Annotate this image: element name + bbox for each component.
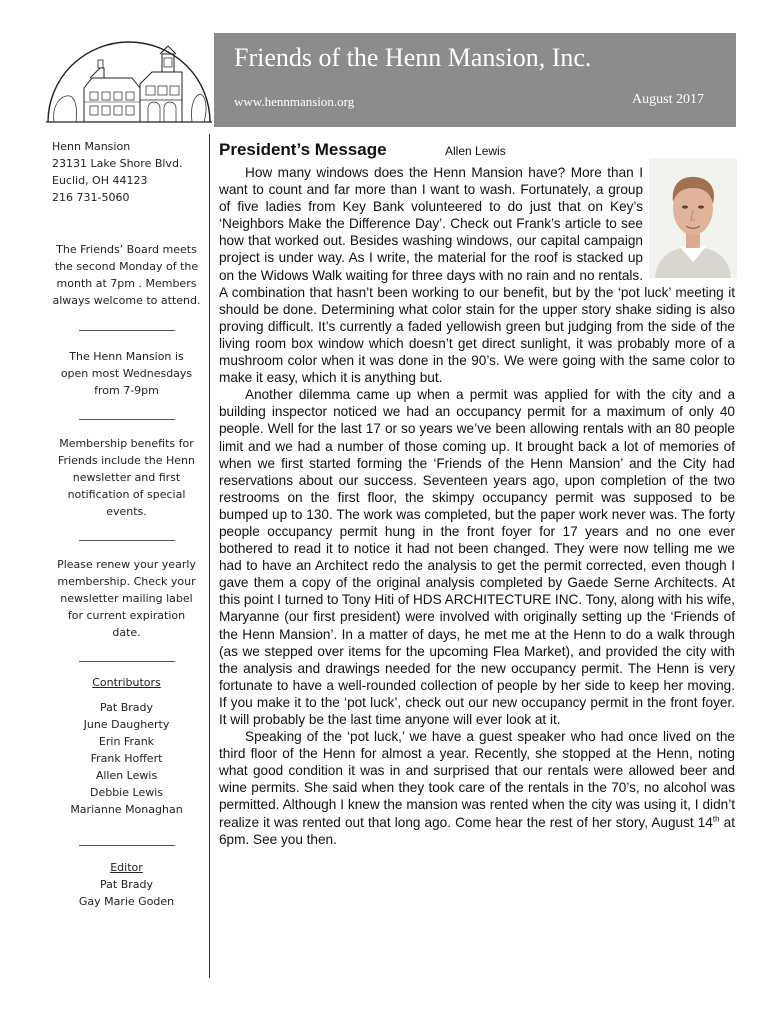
contributor-name: Erin Frank — [98, 735, 155, 748]
mansion-address — [44, 138, 209, 206]
paragraph-text: at 6pm. See you then. — [219, 814, 735, 847]
henn-mansion-logo-icon — [44, 38, 214, 126]
masthead — [214, 33, 736, 127]
address-line: 23131 Lake Shore Blvd. — [52, 157, 183, 170]
contributors-heading: Contributors — [92, 676, 161, 689]
note-line: date. — [112, 626, 141, 639]
editor-name: Pat Brady — [100, 878, 153, 891]
article-title: President’s Message — [219, 140, 387, 159]
note-line: for current expiration — [67, 609, 186, 622]
sidebar-divider — [79, 330, 175, 331]
note-line: newsletter and first — [72, 471, 181, 484]
article-paragraph: How many windows does the Henn Mansion have? More than I want to count and far more than I want to wash. Fortunately, a group of five ladies from Key Bank volunteered to do just that on Key’s ‘Neighbors Make the Difference Day’. Check out Frank’s article to see how that worked out. Besides washing windows, our capital campaign project is under way. As I write, the material for the roof is stacked up on the Widows Walk waiting for three days with no rain and no rentals. A combination that hasn’t been working to our benefit, but by the ‘pot luck’ meeting it should be done. Determining what color stain for the upper story shake siding is also proving difficult. It’s currently a faded yellowish green but judging from the side of the living room box window which doesn’t get direct sunlight, it was probably more of a mushroom color when it was done in the 90’s. We were going with the same color to make it easy, which it is anything but. — [219, 165, 735, 386]
article-header — [219, 138, 735, 164]
sidebar — [44, 138, 209, 910]
address-line: Euclid, OH 44123 — [52, 174, 148, 187]
open-hours-note — [44, 348, 209, 399]
note-line: the second Monday of the — [54, 260, 199, 273]
sidebar-divider — [79, 540, 175, 541]
newsletter-title: Friends of the Henn Mansion, Inc. — [234, 43, 592, 72]
article-author: Allen Lewis — [445, 144, 506, 158]
note-line: Membership benefits for — [59, 437, 194, 450]
issue-date: August 2017 — [632, 92, 704, 107]
contributor-name: Allen Lewis — [95, 769, 158, 782]
note-line: The Friends’ Board meets — [56, 243, 197, 256]
renew-membership-note — [44, 556, 209, 641]
column-divider — [209, 134, 210, 978]
note-line: Please renew your yearly — [57, 558, 196, 571]
website-link[interactable]: www.hennmansion.org — [234, 94, 355, 109]
note-line: newsletter mailing label — [60, 592, 193, 605]
article-paragraph: Another dilemma came up when a permit was applied for with the city and a building inspector noticed we had an occupancy permit for a maximum of only 40 people. Well for the last 17 or so years we’ve been allowing rentals with an 80 people limit and we had a number of those coming up. It brought back a lot of memories of when we first started forming the ‘Friends of the Henn Mansion’ and the City had reservations about our success. Seventeen years ago, upon completion of the two restrooms on the first floor, the skimpy occupancy permit was supposed to be bumped up to 130. The work was completed, but the paper work never was. The forty people occupancy permit hung in the front foyer for 17 years and no one ever bothered to read it to notice it had not been changed. They were now telling me we had to have an Architect redo the analysis to get the permit corrected, even though I gave them a copy of the original analysis completed by Gaede Serne Architects. At this point I turned to Tony Hiti of HDS ARCHITECTURE INC. Tony, along with his wife, Maryanne (our first president) were involved with originally setting up the ‘Friends of the Henn Mansion’. In a matter of days, he met me at the Henn to do a walk through (as we stepped over items for the upcoming Flea Market), and provided the city with the analysis and drawings needed for the new occupancy permit. The Henn is very fortunate to have a well-rounded collection of people by her side to keep her moving. If you make it to the ‘pot luck’, check out our new occupancy permit in the front foyer. It will probably be the last time anyone will ever look at it. — [219, 387, 736, 727]
note-line: month at 7pm . Members — [56, 277, 197, 290]
editor-name: Gay Marie Goden — [78, 895, 175, 908]
article-body — [219, 164, 735, 848]
note-line: always welcome to attend. — [52, 294, 201, 307]
contributor-name: June Daugherty — [83, 718, 170, 731]
note-line: events. — [106, 505, 147, 518]
phone-number: 216 731-5060 — [52, 191, 130, 204]
note-line: Friends include the Henn — [58, 454, 195, 467]
contributors-list — [44, 699, 209, 818]
editor-heading: Editor — [110, 861, 143, 874]
article-paragraph — [219, 728, 735, 848]
paragraph-text: Speaking of the ‘pot luck,’ we have a guest speaker who had once lived on the third floor of the Henn for almost a year. Recently, she stopped at the Henn, noting what good condition it was in and surprised that our rentals were allowed beer and wine permits. She said when they took care of the rentals in the 70’s, no alcohol was permitted. Although I knew the mansion was rented when the city was using it, I didn’t realize it was rented out that long ago. Come hear the rest of her story, August 14 — [219, 729, 735, 830]
membership-benefits-note — [44, 435, 209, 520]
sidebar-divider — [79, 419, 175, 420]
presidents-message-article — [219, 138, 735, 848]
board-meets-note — [44, 241, 209, 309]
author-portrait-icon — [649, 158, 737, 278]
contributor-name: Frank Hoffert — [90, 752, 163, 765]
contributor-name: Debbie Lewis — [89, 786, 163, 799]
sidebar-divider — [79, 845, 175, 846]
note-line: The Henn Mansion is — [69, 350, 184, 363]
note-line: open most Wednesdays — [60, 367, 193, 380]
note-line: from 7-9pm — [94, 384, 159, 397]
address-line: Henn Mansion — [52, 140, 131, 153]
note-line: membership. Check your — [57, 575, 196, 588]
contributor-name: Marianne Monaghan — [70, 803, 183, 816]
contributor-name: Pat Brady — [100, 701, 153, 714]
ordinal-suffix: th — [712, 814, 720, 824]
sidebar-divider — [79, 661, 175, 662]
note-line: notification of special — [67, 488, 186, 501]
editors-list — [44, 876, 209, 910]
